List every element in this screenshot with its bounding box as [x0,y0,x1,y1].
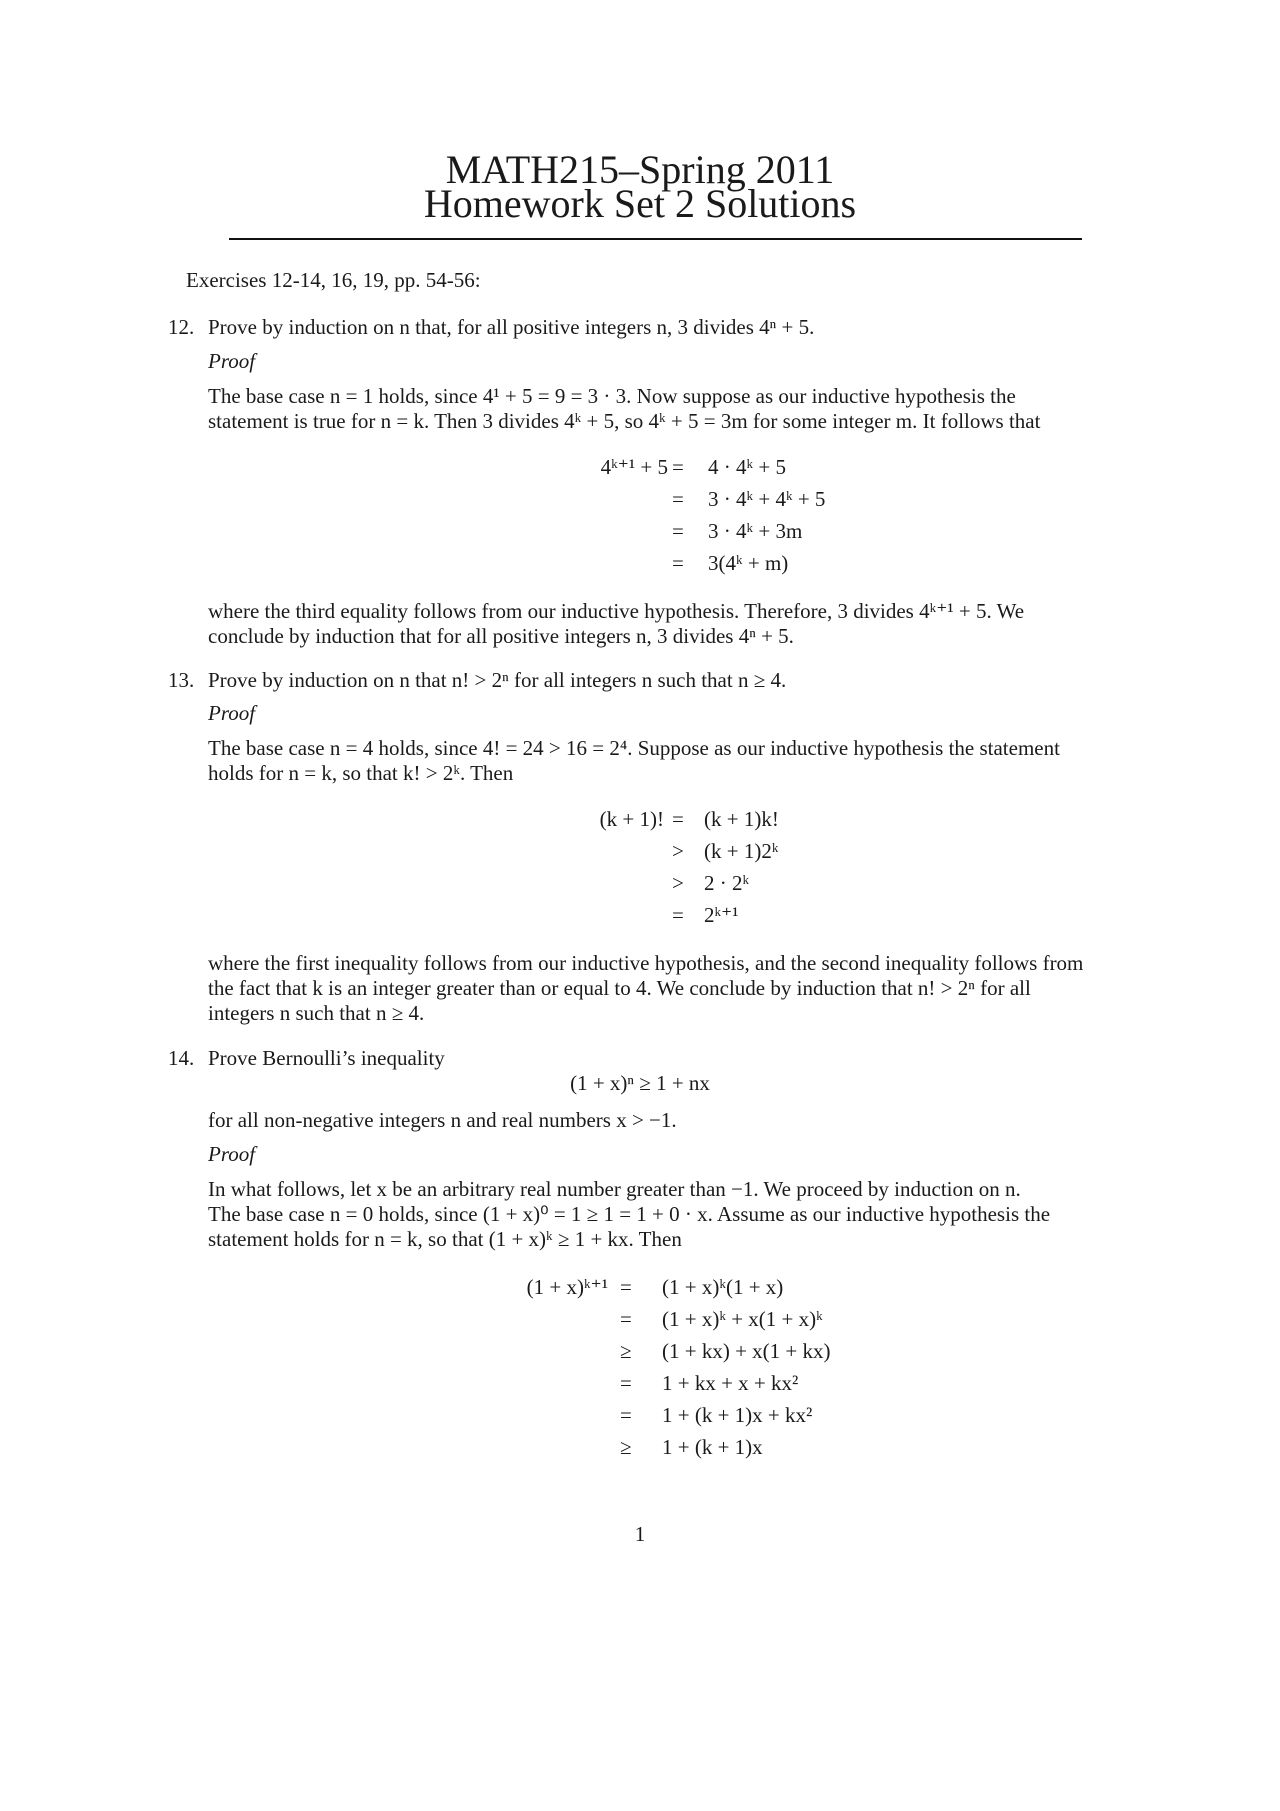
problem-14-statement: Prove Bernoulli’s inequality [208,1046,445,1070]
title-line-1: MATH215–Spring 2011 [445,147,835,192]
eq-rhs: 3 · 4ᵏ + 4ᵏ + 5 [708,487,826,511]
eq-rhs: (k + 1)2ᵏ [704,839,779,863]
title-line-2: Homework Set 2 Solutions [423,181,857,226]
eq-rhs: 1 + kx + x + kx² [662,1371,799,1395]
eq-relation: = [672,903,684,927]
problem-13-para1-line2: holds for n = k, so that k! > 2ᵏ. Then [208,761,514,785]
problem-12-statement: Prove by induction on n that, for all positive integers n, 3 divides 4ⁿ + 5. [208,315,815,339]
problem-14-number: 14. [168,1046,195,1070]
problem-13-statement: Prove by induction on n that n! > 2ⁿ for all integers n such that n ≥ 4. [208,668,787,692]
problem-12-para1-line2: statement is true for n = k. Then 3 divides 4ᵏ + 5, so 4ᵏ + 5 = 3m for some integer m. It follows that [208,409,1041,433]
eq-relation: = [620,1403,632,1427]
eq-relation: = [672,807,684,831]
eq-rhs: (1 + x)ᵏ + x(1 + x)ᵏ [662,1307,823,1331]
problem-13-proof-label: Proof [208,701,256,725]
problem-14-para1-line1: In what follows, let x be an arbitrary real number greater than −1. We proceed by induction on n. [208,1177,1021,1201]
problem-12-para1-line1: The base case n = 1 holds, since 4¹ + 5 = 9 = 3 · 3. Now suppose as our inductive hypothesis the [208,384,1016,408]
problem-12-para2-line2: conclude by induction that for all positive integers n, 3 divides 4ⁿ + 5. [208,624,794,648]
eq-lhs: 4ᵏ⁺¹ + 5 [600,455,668,479]
eq-relation: ≥ [620,1435,632,1459]
page-number: 1 [634,1522,646,1546]
eq-relation: = [672,551,684,575]
eq-rhs: 3(4ᵏ + m) [708,551,789,575]
eq-relation: = [672,519,684,543]
problem-12-proof-label: Proof [208,349,256,373]
eq-rhs: 3 · 4ᵏ + 3m [708,519,803,543]
problem-13-number: 13. [168,668,195,692]
problem-14-proof-label: Proof [208,1142,256,1166]
problem-13-equation [560,803,820,931]
exercises-intro: Exercises 12-14, 16, 19, pp. 54-56: [186,268,481,292]
eq-lhs: (1 + x)ᵏ⁺¹ [526,1275,608,1299]
eq-relation: = [620,1275,632,1299]
problem-12-para2-line1: where the third equality follows from our inductive hypothesis. Therefore, 3 divides 4ᵏ⁺¹ + 5. We [208,599,1025,623]
eq-rhs: 2ᵏ⁺¹ [704,903,739,927]
problem-12-equation [540,451,840,579]
problem-13-para2-line1: where the first inequality follows from our inductive hypothesis, and the second inequality follows from [208,951,1084,975]
problem-14-para1-line2: The base case n = 0 holds, since (1 + x)⁰ = 1 ≥ 1 = 1 + 0 · x. Assume as our inductive hypothesis the [208,1202,1051,1226]
eq-rhs: 4 · 4ᵏ + 5 [708,455,786,479]
eq-rhs: 2 · 2ᵏ [704,871,750,895]
title-rule [229,238,1082,240]
problem-13-para2-line3: integers n such that n ≥ 4. [208,1001,425,1025]
eq-relation: = [672,455,684,479]
problem-14-para1-line3: statement holds for n = k, so that (1 + x)ᵏ ≥ 1 + kx. Then [208,1227,682,1251]
eq-rhs: (k + 1)k! [704,807,779,831]
eq-rhs: (1 + kx) + x(1 + kx) [662,1339,831,1363]
problem-12-number: 12. [168,315,195,339]
eq-lhs: (k + 1)! [599,807,664,831]
eq-rhs: (1 + x)ᵏ(1 + x) [662,1275,784,1299]
problem-13-para2-line2: the fact that k is an integer greater than or equal to 4. We conclude by induction that n! > 2ⁿ for all [208,976,1031,1000]
eq-relation: = [620,1371,632,1395]
eq-rhs: 1 + (k + 1)x + kx² [662,1403,813,1427]
problem-14-equation [500,1271,880,1463]
problem-14-display-inequality: (1 + x)ⁿ ≥ 1 + nx [570,1071,710,1095]
eq-relation: > [672,871,684,895]
problem-14-condition: for all non-negative integers n and real numbers x > −1. [208,1108,677,1132]
eq-relation: ≥ [620,1339,632,1363]
eq-relation: > [672,839,684,863]
problem-13-para1-line1: The base case n = 4 holds, since 4! = 24 > 16 = 2⁴. Suppose as our inductive hypothesis the statement [208,736,1060,760]
eq-rhs: 1 + (k + 1)x [662,1435,763,1459]
eq-relation: = [672,487,684,511]
eq-relation: = [620,1307,632,1331]
